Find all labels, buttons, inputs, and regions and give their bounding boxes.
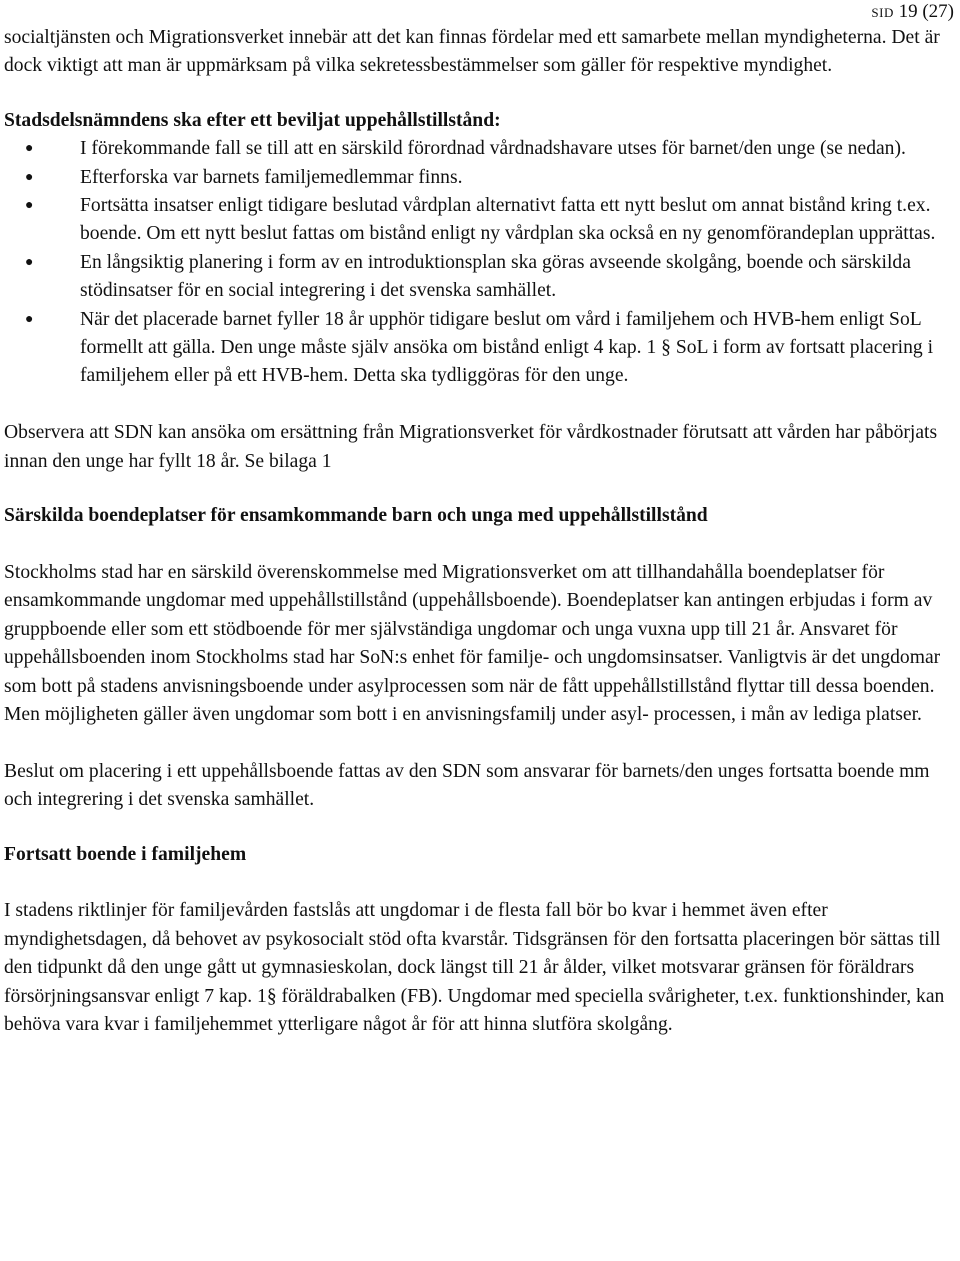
bullet-item	[25, 135, 952, 163]
bullet-icon: ●	[25, 141, 34, 157]
bullet-item	[25, 192, 952, 249]
bullet-item	[25, 306, 952, 391]
bullet-text: En långsiktig planering i form av en introduktionsplan ska göras avseende skolgång, boende och särskilda stödinsatser för en social integrering i det svenska samhället.	[80, 251, 911, 302]
paragraph-special-housing-2: Beslut om placering i ett uppehållsboende fattas av den SDN som ansvarar för barnets/den unges fortsatta boende mm och integrering i det svenska samhället.	[4, 760, 930, 811]
page-number-prefix: SID	[871, 5, 894, 20]
bullet-icon: ●	[25, 198, 34, 214]
bullet-text: När det placerade barnet fyller 18 år upphör tidigare beslut om vård i familjehem och HVB-hem enligt SoL formellt att gälla. Den unge måste själv ansöka om bistånd enligt 4 kap. 1 § SoL i form av fortsatt placering i familjehem eller på ett HVB-hem. Detta ska tydliggöras för den unge.	[80, 308, 934, 387]
bullet-icon: ●	[25, 254, 34, 270]
section-heading-special-housing: Särskilda boendeplatser för ensamkommande barn och unga med uppehållstillstånd	[4, 505, 708, 527]
document-body	[4, 24, 952, 1039]
page-number	[871, 0, 954, 25]
paragraph-foster-home-1: I stadens riktlinjer för familjevården fastslås att ungdomar i de flesta fall bör bo kvar i hemmet även efter myndighetsdagen, då behovet av psykosocialt stöd ofta kvarstår. Tidsgränsen för den fortsatta placeringen bör sättas till den tidpunkt då den unge gått ut gymnasieskolan, dock längst till 21 år ålder, vilket motsvarar gränsen för föräldrars försörjningsansvar enligt 7 kap. 1§ föräldrabalken (FB). Ungdomar med speciella svårigheter, t.ex. funktionshinder, kan behöva vara kvar i familjehemmet ytterligare något år för att hinna slutföra skolgång.	[4, 900, 945, 1035]
intro-paragraph: socialtjänsten och Migrationsverket innebär att det kan finnas fördelar med ett samarbete mellan myndigheterna. Det är dock viktigt att man är uppmärksam på vilka sekretessbestämmelser som gäller för respektive myndighet.	[4, 27, 940, 77]
section-heading-sdn-duties: Stadsdelsnämndens ska efter ett beviljat uppehållstillstånd:	[4, 109, 501, 131]
observe-paragraph: Observera att SDN kan ansöka om ersättning från Migrationsverket för vårdkostnader förutsatt att vården har påbörjats innan den unge har fyllt 18 år. Se bilaga 1	[4, 422, 938, 472]
section-heading-foster-home: Fortsatt boende i familjehem	[4, 843, 247, 865]
bullet-item	[25, 164, 952, 192]
bullet-text: I förekommande fall se till att en särskild förordnad vårdnadshavare utses för barnet/den unge (se nedan).	[80, 138, 906, 160]
bullet-icon: ●	[25, 311, 34, 327]
paragraph-special-housing-1: Stockholms stad har en särskild överenskommelse med Migrationsverket om att tillhandahålla boendeplatser för ensamkommande ungdomar med uppehållstillstånd (uppehållsboende). Boendeplatser kan antingen erbjudas i form av gruppboende eller som ett stödboende för mer självständiga ungdomar och unga vuxna upp till 21 år. Ansvaret för uppehållsboenden inom Stockholms stad har SoN:s enhet för familje- och ungdomsinsatser. Vanligtvis är det ungdomar som bott på stadens anvisningsboende under asylprocessen som när de fått uppehållstillstånd flyttar till dessa boenden. Men möjligheten gäller även ungdomar som bott i en anvisningsfamilj under asyl- processen, i mån av lediga platser.	[4, 561, 941, 725]
bullet-text: Fortsätta insatser enligt tidigare beslutad vårdplan alternativt fatta ett nytt beslut om annat bistånd kring t.ex. boende. Om ett nytt beslut fattas om bistånd enligt ny vårdplan ska också en ny genomförandeplan upprättas.	[80, 195, 936, 245]
bullet-list	[4, 135, 952, 391]
bullet-icon: ●	[25, 169, 34, 185]
bullet-item	[25, 249, 952, 306]
bullet-text: Efterforska var barnets familjemedlemmar finns.	[80, 166, 463, 188]
page-number-value: 19 (27)	[898, 1, 954, 22]
